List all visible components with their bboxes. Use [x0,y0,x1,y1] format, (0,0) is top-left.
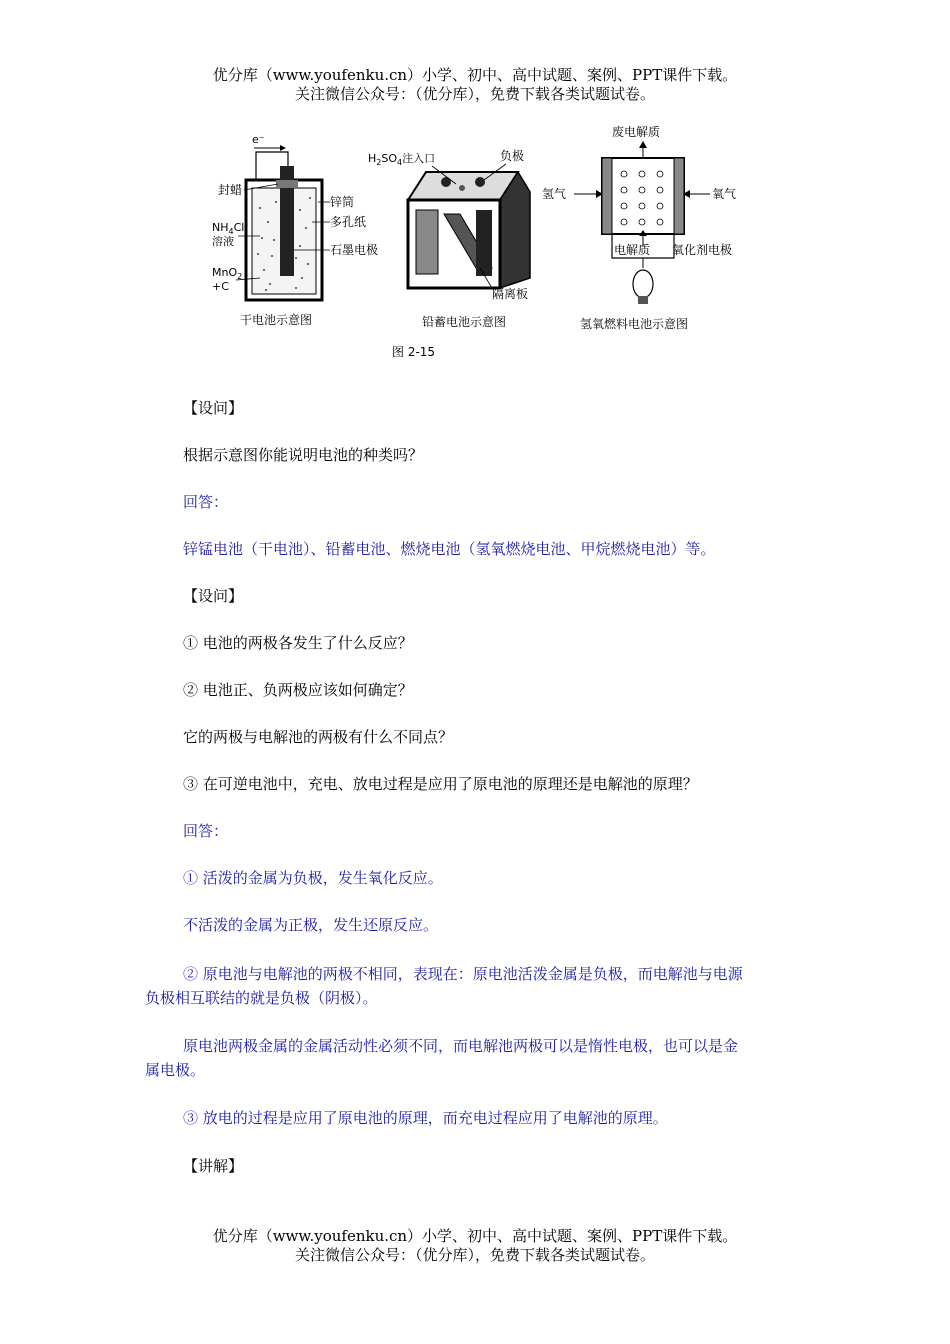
answer-2-item-1b: 不活泼的金属为正极，发生还原反应。 [183,916,439,934]
electron-arrow-head [280,145,286,151]
answer-2-label: 回答： [183,822,229,840]
wax-seal-label: 封蜡 [218,183,243,197]
lead-acid-diagram [368,148,530,329]
svg-text:NH4Cl: $NH_4Cl$ [212,221,245,236]
dry-cell-caption: 干电池示意图 [240,313,313,327]
page-header [0,66,950,104]
negative-pole-label: 负极 [500,149,525,163]
svg-text:H2SO4注入口: $H_2SO_4$注入口 [368,152,436,167]
question-2-item-1: ① 电池的两极各发生了什么反应？ [183,634,413,652]
electrolyte-label: 电解质 [614,243,651,257]
battery-figure [200,118,760,368]
question-2-item-2: ② 电池正、负两极应该如何确定？ [183,681,413,699]
waste-electrolyte-label: 废电解质 [612,125,661,139]
lead-cell-caption: 铅蓄电池示意图 [422,315,507,329]
separator-label: 隔离板 [492,287,529,301]
wax-seal-layer [276,180,298,188]
porous-paper-label: 多孔纸 [330,215,367,229]
answer-2-item-2-line-1: ② 原电池与电解池的两极不相同，表现在：原电池活泼金属是负极，而电解池与电源 [183,965,743,983]
answer-1-label: 回答： [183,493,229,511]
figure-number: 图 2-15 [392,345,436,359]
question-2-item-2b: 它的两极与电解池的两极有什么不同点？ [183,728,454,746]
plus-c-label: +C [212,280,229,293]
fuel-cell-diagram [542,124,736,331]
question-1: 根据示意图你能说明电池的种类吗？ [183,446,424,464]
zinc-can-label: 锌筒 [330,195,355,209]
svg-text:MnO2: MnO$_2$ [212,266,243,281]
dry-cell-diagram [212,133,378,327]
answer-2-item-2b-line-1: 原电池两极金属的金属活动性必须不同，而电解池两极可以是惰性电极，也可以是金 [183,1037,739,1055]
oxygen-label: 氧气 [712,187,737,201]
page-footer [0,1227,950,1265]
footer-line-2: 关注微信公众号：（优分库），免费下载各类试题试卷。 [294,1246,655,1264]
answer-2-item-1: ① 活泼的金属为负极，发生氧化反应。 [183,869,443,887]
answer-1: 锌锰电池（干电池）、铅蓄电池、燃烧电池（氢氧燃烧电池、甲烷燃烧电池）等。 [183,540,716,558]
question-1-tag: 【设问】 [183,399,244,417]
question-2-tag: 【设问】 [183,587,244,605]
graphite-electrode-label: 石墨电极 [330,243,379,257]
oxidant-electrode-label: 氧化剂电极 [672,243,733,257]
answer-2-item-3: ③ 放电的过程是应用了原电池的原理，而充电过程应用了电解池的原理。 [183,1109,668,1127]
header-line-1: 优分库（www.youfenku.cn）小学、初中、高中试题、案例、PPT课件下载。 [212,66,738,84]
hydrogen-label: 氢气 [542,187,567,201]
fuel-cell-caption: 氢氧燃料电池示意图 [580,317,689,331]
answer-2-item-2b-line-2: 属电极。 [145,1061,206,1079]
explanation-tag: 【讲解】 [183,1157,244,1175]
solution-label: 溶液 [212,235,234,248]
question-2-item-3: ③ 在可逆电池中，充电、放电过程是应用了原电池的原理还是电解池的原理？ [183,775,698,793]
electron-label: e⁻ [252,133,265,146]
answer-2-item-2-line-2: 负极相互联结的就是负极（阴极）。 [145,989,378,1007]
footer-line-1: 优分库（www.youfenku.cn）小学、初中、高中试题、案例、PPT课件下载。 [212,1227,738,1245]
header-line-2: 关注微信公众号：（优分库），免费下载各类试题试卷。 [294,85,655,103]
